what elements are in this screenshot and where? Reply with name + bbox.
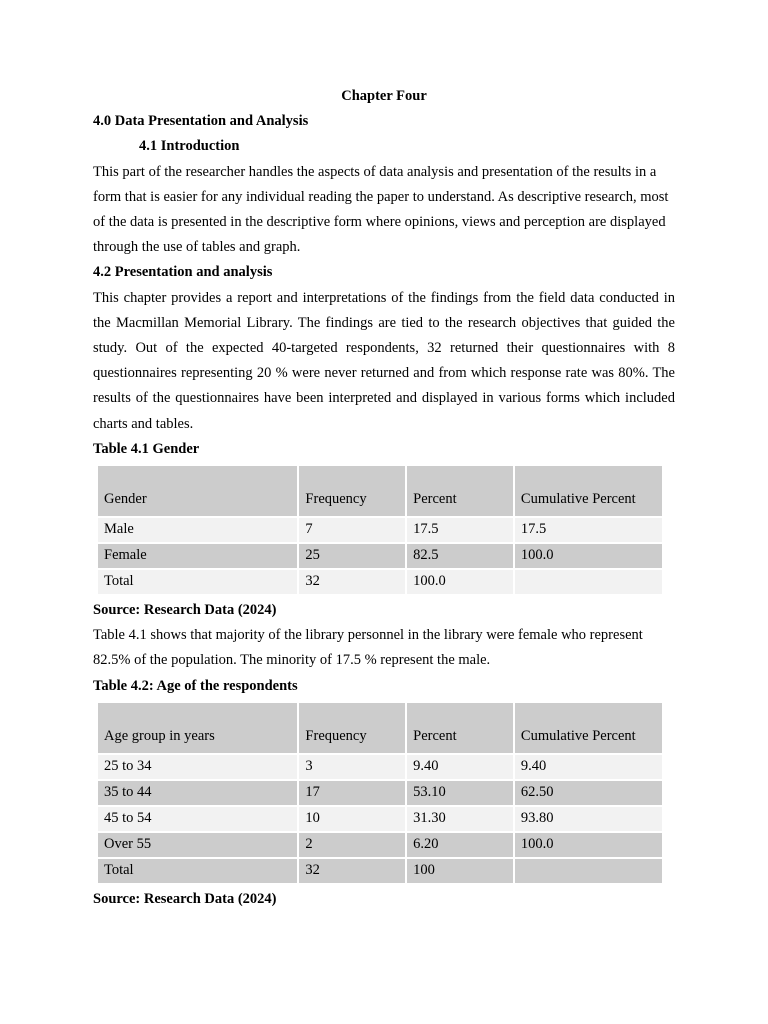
table-header-cell: Cumulative Percent [515, 466, 662, 518]
table-cell: 45 to 54 [98, 807, 299, 833]
table-row [98, 859, 662, 885]
intro-paragraph: This part of the researcher handles the aspects of data analysis and presentation of the results in a form that is easier for any individual reading the paper to understand. As descriptive research, most of the data is presented in the descriptive form where opinions, views and perception are displayed through the use of tables and graph. [93, 163, 669, 256]
table-cell: 6.20 [407, 833, 515, 859]
table-cell: Over 55 [98, 833, 299, 859]
table-row [98, 781, 662, 807]
table-cell: 53.10 [407, 781, 515, 807]
age-table [98, 703, 662, 885]
table-cell: 10 [299, 807, 407, 833]
table-cell: 62.50 [515, 781, 662, 807]
table1-caption: Table 4.1 Gender [93, 440, 200, 457]
table-cell: 17.5 [407, 518, 515, 544]
table-cell: 2 [299, 833, 407, 859]
table-row [98, 544, 662, 570]
table-cell: 3 [299, 755, 407, 781]
table-cell: 35 to 44 [98, 781, 299, 807]
table-row [98, 807, 662, 833]
table-cell: 32 [299, 859, 407, 885]
table-cell: Female [98, 544, 299, 570]
chapter-title: Chapter Four [341, 88, 427, 104]
table-cell: Total [98, 570, 299, 596]
table-cell: 32 [299, 570, 407, 596]
table-header-cell: Percent [407, 703, 515, 755]
table2-caption: Table 4.2: Age of the respondents [93, 677, 298, 694]
table-header-cell: Frequency [299, 466, 407, 518]
table-cell [515, 859, 662, 885]
gender-table [98, 466, 662, 596]
table-cell: 25 to 34 [98, 755, 299, 781]
table-row [98, 570, 662, 596]
table-header-cell: Age group in years [98, 703, 299, 755]
table2-source: Source: Research Data (2024) [93, 890, 277, 907]
table1-paragraph: Table 4.1 shows that majority of the library personnel in the library were female who represent 82.5% of the population. The minority of 17.5 % represent the male. [93, 627, 643, 669]
table-cell: 9.40 [407, 755, 515, 781]
table-header-cell: Percent [407, 466, 515, 518]
table-cell: 17 [299, 781, 407, 807]
table-cell: 100.0 [407, 570, 515, 596]
table-cell: 7 [299, 518, 407, 544]
table-header-cell: Gender [98, 466, 299, 518]
section-title: 4.0 Data Presentation and Analysis [93, 113, 309, 130]
table-cell: 100.0 [515, 833, 662, 859]
table-cell: 100 [407, 859, 515, 885]
table-row [98, 755, 662, 781]
table-cell: Total [98, 859, 299, 885]
table-header-cell: Frequency [299, 703, 407, 755]
table-cell: 9.40 [515, 755, 662, 781]
table-cell: 17.5 [515, 518, 662, 544]
table-cell: 25 [299, 544, 407, 570]
table1-source: Source: Research Data (2024) [93, 601, 277, 618]
table-cell: 93.80 [515, 807, 662, 833]
table-row [98, 518, 662, 544]
table-header-cell: Cumulative Percent [515, 703, 662, 755]
presentation-paragraph: This chapter provides a report and interpretations of the findings from the field data conducted in the Macmillan Memorial Library. The findings are tied to the research objectives that guided the study. Out of the expected 40-targeted respondents, 32 returned their questionnaires with 8 questionnaires representing 20 % were never returned and from which response rate was 80%. The results of the questionnaires have been interpreted and displayed in various forms which included charts and tables. [93, 289, 675, 432]
table-cell [515, 570, 662, 596]
intro-heading: 4.1 Introduction [139, 138, 240, 155]
presentation-heading: 4.2 Presentation and analysis [93, 264, 273, 281]
table-row [98, 833, 662, 859]
table-cell: 31.30 [407, 807, 515, 833]
document-page [93, 84, 675, 912]
table-header-row [98, 703, 662, 755]
table-cell: 82.5 [407, 544, 515, 570]
table-header-row [98, 466, 662, 518]
table-cell: Male [98, 518, 299, 544]
table-cell: 100.0 [515, 544, 662, 570]
